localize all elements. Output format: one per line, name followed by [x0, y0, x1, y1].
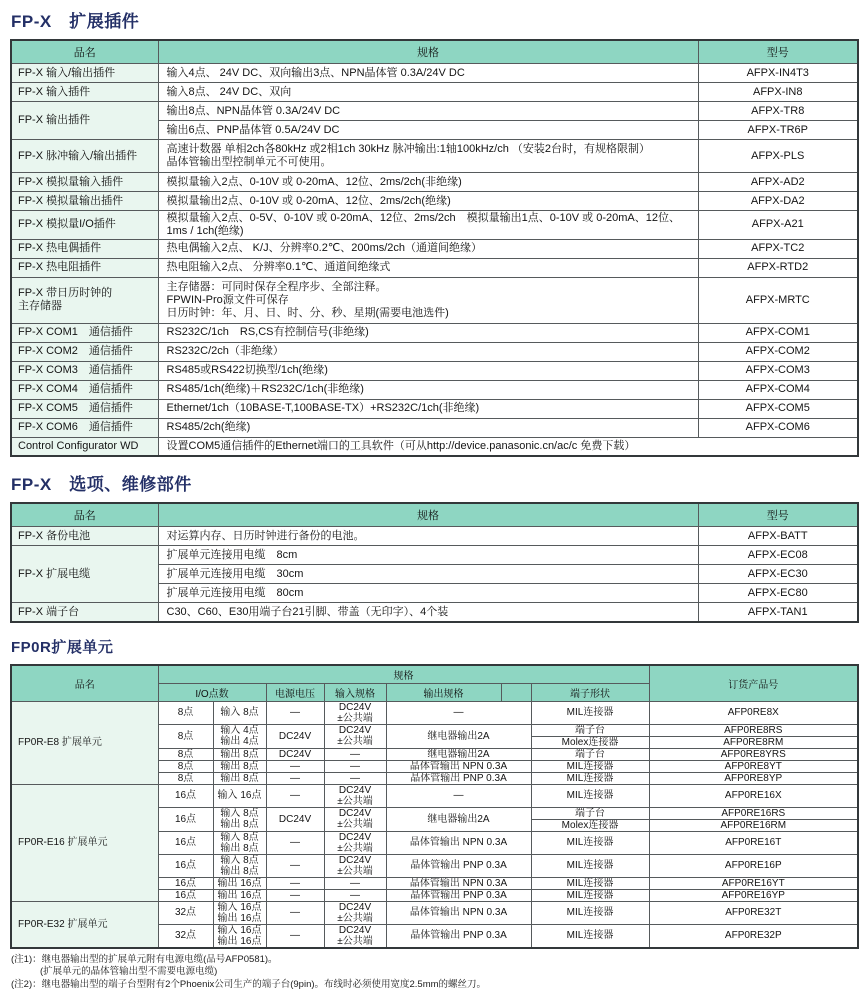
table-row: [11, 361, 858, 380]
product-name-cell: FP-X 模拟量输出插件: [11, 192, 158, 211]
spec-line: DC24V: [338, 725, 372, 737]
order-number-cell: AFP0RE8YT: [649, 760, 858, 772]
product-name-cell: [11, 277, 158, 323]
model-cell: AFPX-IN8: [698, 83, 858, 102]
table-header-row: [11, 665, 858, 684]
order-number-cell: AFP0RE16YT: [649, 877, 858, 889]
spec-line: ±公共端: [337, 736, 373, 748]
product-name-cell: FP-X COM1 通信插件: [11, 323, 158, 342]
terminal-cell: MIL连接器: [531, 854, 649, 877]
spec-cell: 对运算内存、日历时钟进行备份的电池。: [158, 527, 698, 546]
output-spec-cell: —: [386, 701, 531, 724]
spec-cell: RS485/2ch(绝缘): [158, 418, 698, 437]
io-detail-cell: 输出 8点: [213, 760, 266, 772]
io-total-cell: 32点: [158, 901, 213, 924]
order-number-cell: AFP0RE8YRS: [649, 748, 858, 760]
product-name-cell: FP-X 热电偶插件: [11, 239, 158, 258]
section-title-fpx-options: FP-X 选项、维修部件: [11, 475, 192, 495]
io-line: 输入 8点: [220, 831, 259, 843]
io-total-cell: 8点: [158, 724, 213, 748]
table-row: [11, 784, 858, 807]
spec-cell: 扩展单元连接用电缆 80cm: [158, 584, 698, 603]
spec-line: 主存储器：可同时保存全程序步、全部注释。: [166, 280, 387, 293]
io-detail-cell: 输出 16点: [213, 877, 266, 889]
product-name-cell: FP-X 模拟量输入插件: [11, 173, 158, 192]
io-line: 输出 8点: [220, 842, 259, 854]
spec-line: FPWIN-Pro源文件可保存: [166, 293, 289, 306]
spec-cell: [158, 277, 698, 323]
product-name-cell: FP-X COM6 通信插件: [11, 418, 158, 437]
table-row: [11, 701, 858, 724]
terminal-cell: MIL连接器: [531, 772, 649, 784]
io-line: 输出 16点: [217, 912, 262, 924]
product-name-cell: FP-X 端子台: [11, 603, 158, 622]
order-number-cell: AFP0RE32T: [649, 901, 858, 924]
spec-cell: 输出6点、PNP晶体管 0.5A/24V DC: [158, 121, 698, 140]
io-total-cell: 16点: [158, 831, 213, 854]
spec-cell: 扩展单元连接用电缆 8cm: [158, 546, 698, 565]
power-cell: —: [266, 701, 324, 724]
io-total-cell: 16点: [158, 889, 213, 901]
spec-cell: RS485/1ch(绝缘)＋RS232C/1ch(非绝缘): [158, 380, 698, 399]
order-number-cell: AFP0RE16T: [649, 831, 858, 854]
col-header-name: 品名: [11, 503, 158, 527]
io-line: 输入 16点: [217, 924, 262, 936]
io-total-cell: 16点: [158, 877, 213, 889]
input-spec-cell: [324, 784, 386, 807]
table-row: [11, 258, 858, 277]
io-line: 输入 16点: [217, 901, 262, 913]
output-spec-cell: 晶体管输出 PNP 0.3A: [386, 854, 531, 877]
model-cell: AFPX-COM5: [698, 399, 858, 418]
io-detail-cell: [213, 854, 266, 877]
power-cell: —: [266, 772, 324, 784]
spec-line: DC24V: [338, 701, 372, 713]
footnote-2: (注2)：继电器输出型的端子台型附有2个Phoenix公司生产的端子台(9pin)。布线时必须使用宽度2.5mm的螺丝刀。: [11, 979, 487, 990]
output-spec-cell: 继电器输出2A: [386, 748, 531, 760]
spec-line: 日历时钟：年、月、日、时、分、秒、星期(需要电池选件): [166, 306, 449, 319]
spec-line: ±公共端: [337, 842, 373, 854]
spec-cell: 设置COM5通信插件的Ethernet端口的工具软件（可从http://device.panasonic.cn/ac/c 免费下载）: [158, 437, 858, 456]
col-header-spacer: [501, 683, 531, 701]
io-line: 输入 4点: [220, 725, 259, 737]
io-line: 输出 16点: [217, 935, 262, 947]
table-row: [11, 140, 858, 173]
product-name-cell: FP-X 扩展电缆: [11, 546, 158, 603]
power-cell: —: [266, 901, 324, 924]
spec-line: ±公共端: [337, 795, 373, 807]
model-cell: AFPX-TAN1: [698, 603, 858, 622]
table-row: [11, 173, 858, 192]
io-line: 输出 8点: [220, 819, 259, 831]
order-number-cell: AFP0RE16P: [649, 854, 858, 877]
spec-cell: 热电偶输入2点、 K/J、分辨率0.2℃、200ms/2ch（通道间绝缘）: [158, 239, 698, 258]
order-number-cell: AFP0RE8RS: [649, 724, 858, 736]
col-header-io-points: I/O点数: [158, 683, 266, 701]
spec-cell: 输出8点、NPN晶体管 0.3A/24V DC: [158, 102, 698, 121]
io-total-cell: 8点: [158, 701, 213, 724]
terminal-cell: MIL连接器: [531, 901, 649, 924]
table-row: [11, 437, 858, 456]
spec-line: 晶体管输出型控制单元不可使用。: [166, 156, 332, 168]
io-line: 输入 8点: [220, 854, 259, 866]
col-header-name: 品名: [11, 665, 158, 702]
input-spec-cell: —: [324, 877, 386, 889]
table-row: [11, 399, 858, 418]
footnote-1b: (扩展单元的晶体管输出型不需要电源电缆): [40, 966, 218, 978]
spec-line: ±公共端: [337, 912, 373, 924]
order-number-cell: AFP0RE16X: [649, 784, 858, 807]
spec-line: 高速计数器 单相2ch各80kHz 或2相1ch 30kHz 脉冲输出:1轴100kHz/ch （安装2台时，有规格限制）: [166, 143, 650, 156]
order-number-cell: AFP0RE32P: [649, 924, 858, 948]
terminal-cell: MIL连接器: [531, 784, 649, 807]
io-detail-cell: 输出 8点: [213, 748, 266, 760]
terminal-cell: MIL连接器: [531, 889, 649, 901]
col-header-spec: 规格: [158, 503, 698, 527]
model-cell: AFPX-AD2: [698, 173, 858, 192]
output-spec-cell: 晶体管输出 NPN 0.3A: [386, 760, 531, 772]
input-spec-cell: [324, 701, 386, 724]
power-cell: —: [266, 889, 324, 901]
terminal-cell: 端子台: [531, 807, 649, 819]
table-row: [11, 64, 858, 83]
model-cell: AFPX-TR6P: [698, 121, 858, 140]
product-name-cell: FP-X 热电阻插件: [11, 258, 158, 277]
table-row: [11, 342, 858, 361]
section-title-fp0r-units: FP0R扩展单元: [11, 638, 114, 656]
terminal-cell: 端子台: [531, 748, 649, 760]
io-detail-cell: 输入 16点: [213, 784, 266, 807]
col-header-terminal: 端子形状: [531, 683, 649, 701]
spec-line: ±公共端: [337, 865, 373, 877]
terminal-cell: MIL连接器: [531, 924, 649, 948]
power-cell: —: [266, 784, 324, 807]
model-cell: AFPX-A21: [698, 211, 858, 240]
io-total-cell: 8点: [158, 760, 213, 772]
io-total-cell: 8点: [158, 748, 213, 760]
model-cell: AFPX-EC08: [698, 546, 858, 565]
spec-cell: Ethernet/1ch（10BASE-T,100BASE-TX）+RS232C/1ch(非绝缘): [158, 399, 698, 418]
order-number-cell: AFP0RE8X: [649, 701, 858, 724]
io-line: 输出 4点: [220, 736, 259, 748]
input-spec-cell: [324, 807, 386, 831]
model-cell: AFPX-COM4: [698, 380, 858, 399]
model-cell: AFPX-COM3: [698, 361, 858, 380]
spec-cell: 输入4点、 24V DC、双向输出3点、NPN晶体管 0.3A/24V DC: [158, 64, 698, 83]
table-row: [11, 277, 858, 323]
product-name-cell: FP-X 输入/输出插件: [11, 64, 158, 83]
spec-cell: RS232C/1ch RS,CS有控制信号(非绝缘): [158, 323, 698, 342]
product-name-cell: FP0R-E8 扩展单元: [11, 701, 158, 784]
model-cell: AFPX-PLS: [698, 140, 858, 173]
input-spec-cell: —: [324, 748, 386, 760]
power-cell: DC24V: [266, 807, 324, 831]
table-row: [11, 83, 858, 102]
product-name-cell: FP-X 备份电池: [11, 527, 158, 546]
spec-line: ±公共端: [337, 935, 373, 947]
io-detail-cell: 输出 8点: [213, 772, 266, 784]
table-row: [11, 380, 858, 399]
fpx-plugins-table: [10, 39, 859, 457]
output-spec-cell: 继电器输出2A: [386, 807, 531, 831]
product-name-cell: FP0R-E16 扩展单元: [11, 784, 158, 901]
input-spec-cell: [324, 854, 386, 877]
model-cell: AFPX-EC30: [698, 565, 858, 584]
name-line: 主存储器: [18, 300, 62, 313]
product-name-cell: FP-X COM2 通信插件: [11, 342, 158, 361]
fp0r-units-table: [10, 664, 859, 949]
input-spec-cell: [324, 901, 386, 924]
spec-cell: [158, 140, 698, 173]
power-cell: DC24V: [266, 748, 324, 760]
col-header-order: 订货产品号: [649, 665, 858, 702]
order-number-cell: AFP0RE16RM: [649, 819, 858, 831]
col-header-input-spec: 输入规格: [324, 683, 386, 701]
output-spec-cell: 晶体管输出 PNP 0.3A: [386, 889, 531, 901]
spec-cell: 扩展单元连接用电缆 30cm: [158, 565, 698, 584]
io-detail-cell: [213, 724, 266, 748]
power-cell: —: [266, 924, 324, 948]
table-row: [11, 901, 858, 924]
table-row: [11, 323, 858, 342]
model-cell: AFPX-IN4T3: [698, 64, 858, 83]
model-cell: AFPX-MRTC: [698, 277, 858, 323]
io-detail-cell: [213, 807, 266, 831]
model-cell: AFPX-DA2: [698, 192, 858, 211]
io-total-cell: 16点: [158, 854, 213, 877]
spec-cell: 输入8点、 24V DC、双向: [158, 83, 698, 102]
input-spec-cell: —: [324, 760, 386, 772]
power-cell: —: [266, 854, 324, 877]
model-cell: AFPX-TC2: [698, 239, 858, 258]
spec-line: ±公共端: [337, 819, 373, 831]
terminal-cell: Molex连接器: [531, 819, 649, 831]
col-header-model: 型号: [698, 40, 858, 64]
table-row: [11, 546, 858, 565]
terminal-cell: MIL连接器: [531, 701, 649, 724]
model-cell: AFPX-EC80: [698, 584, 858, 603]
terminal-cell: MIL连接器: [531, 760, 649, 772]
output-spec-cell: 晶体管输出 NPN 0.3A: [386, 901, 531, 924]
table-row: [11, 102, 858, 121]
terminal-cell: 端子台: [531, 724, 649, 736]
power-cell: —: [266, 831, 324, 854]
io-total-cell: 16点: [158, 807, 213, 831]
io-total-cell: 16点: [158, 784, 213, 807]
spec-cell: 热电阻输入2点、 分辨率0.1℃、通道间绝缘式: [158, 258, 698, 277]
io-line: 输出 8点: [220, 865, 259, 877]
col-header-name: 品名: [11, 40, 158, 64]
table-header-row: [11, 503, 858, 527]
table-row: [11, 211, 858, 240]
model-cell: AFPX-COM2: [698, 342, 858, 361]
io-detail-cell: 输出 16点: [213, 889, 266, 901]
power-cell: —: [266, 877, 324, 889]
table-row: [11, 603, 858, 622]
table-row: [11, 418, 858, 437]
fpx-options-table: [10, 502, 859, 623]
io-detail-cell: [213, 901, 266, 924]
spec-cell: 模拟量输出2点、0-10V 或 0-20mA、12位、2ms/2ch(绝缘): [158, 192, 698, 211]
order-number-cell: AFP0RE16YP: [649, 889, 858, 901]
terminal-cell: Molex连接器: [531, 736, 649, 748]
terminal-cell: MIL连接器: [531, 831, 649, 854]
spec-line: DC24V: [338, 924, 372, 936]
col-header-spec: 规格: [158, 40, 698, 64]
order-number-cell: AFP0RE8YP: [649, 772, 858, 784]
name-line: FP-X 带日历时钟的: [18, 287, 113, 300]
input-spec-cell: —: [324, 772, 386, 784]
spec-line: DC24V: [338, 784, 372, 796]
col-header-output-spec: 输出规格: [386, 683, 501, 701]
spec-cell: RS485或RS422切换型/1ch(绝缘): [158, 361, 698, 380]
model-cell: AFPX-TR8: [698, 102, 858, 121]
spec-line: DC24V: [338, 854, 372, 866]
table-row: [11, 527, 858, 546]
io-detail-cell: [213, 831, 266, 854]
order-number-cell: AFP0RE16RS: [649, 807, 858, 819]
product-name-cell: FP-X 输入插件: [11, 83, 158, 102]
product-name-cell: FP0R-E32 扩展单元: [11, 901, 158, 948]
table-row: [11, 239, 858, 258]
output-spec-cell: 晶体管输出 NPN 0.3A: [386, 877, 531, 889]
col-header-model: 型号: [698, 503, 858, 527]
spec-cell: 模拟量输入2点、0-5V、0-10V 或 0-20mA、12位、2ms/2ch 模拟量输出1点、0-10V 或 0-20mA、12位、1ms / 1ch(绝缘): [158, 211, 698, 240]
col-header-power: 电源电压: [266, 683, 324, 701]
spec-line: DC24V: [338, 901, 372, 913]
spec-cell: C30、C60、E30用端子台21引脚、带盖（无印字）、4个装: [158, 603, 698, 622]
output-spec-cell: 晶体管输出 PNP 0.3A: [386, 924, 531, 948]
product-name-cell: FP-X 输出插件: [11, 102, 158, 140]
io-detail-cell: 输入 8点: [213, 701, 266, 724]
table-header-row: [11, 40, 858, 64]
col-header-spec-group: 规格: [158, 665, 649, 684]
model-cell: AFPX-COM6: [698, 418, 858, 437]
model-cell: AFPX-BATT: [698, 527, 858, 546]
power-cell: —: [266, 760, 324, 772]
spec-line: DC24V: [338, 808, 372, 820]
model-cell: AFPX-RTD2: [698, 258, 858, 277]
table-row: [11, 192, 858, 211]
io-line: 输入 8点: [220, 808, 259, 820]
output-spec-cell: 晶体管输出 PNP 0.3A: [386, 772, 531, 784]
model-cell: AFPX-COM1: [698, 323, 858, 342]
spec-cell: RS232C/2ch（非绝缘）: [158, 342, 698, 361]
input-spec-cell: —: [324, 889, 386, 901]
input-spec-cell: [324, 831, 386, 854]
product-name-cell: FP-X 脉冲输入/输出插件: [11, 140, 158, 173]
io-total-cell: 8点: [158, 772, 213, 784]
product-name-cell: FP-X COM3 通信插件: [11, 361, 158, 380]
spec-line: ±公共端: [337, 712, 373, 724]
product-name-cell: FP-X 模拟量I/O插件: [11, 211, 158, 240]
footnotes: [11, 954, 857, 992]
output-spec-cell: 晶体管输出 NPN 0.3A: [386, 831, 531, 854]
order-number-cell: AFP0RE8RM: [649, 736, 858, 748]
product-name-cell: FP-X COM5 通信插件: [11, 399, 158, 418]
product-name-cell: Control Configurator WD: [11, 437, 158, 456]
input-spec-cell: [324, 724, 386, 748]
io-total-cell: 32点: [158, 924, 213, 948]
footnote-1: (注1)：继电器输出型的扩展单元附有电源电缆(品号AFP0581)。: [11, 953, 278, 965]
product-name-cell: FP-X COM4 通信插件: [11, 380, 158, 399]
spec-line: DC24V: [338, 831, 372, 843]
power-cell: DC24V: [266, 724, 324, 748]
terminal-cell: MIL连接器: [531, 877, 649, 889]
output-spec-cell: 继电器输出2A: [386, 724, 531, 748]
section-title-fpx-plugins: FP-X 扩展插件: [11, 12, 140, 31]
input-spec-cell: [324, 924, 386, 948]
io-detail-cell: [213, 924, 266, 948]
output-spec-cell: —: [386, 784, 531, 807]
spec-cell: 模拟量输入2点、0-10V 或 0-20mA、12位、2ms/2ch(非绝缘): [158, 173, 698, 192]
